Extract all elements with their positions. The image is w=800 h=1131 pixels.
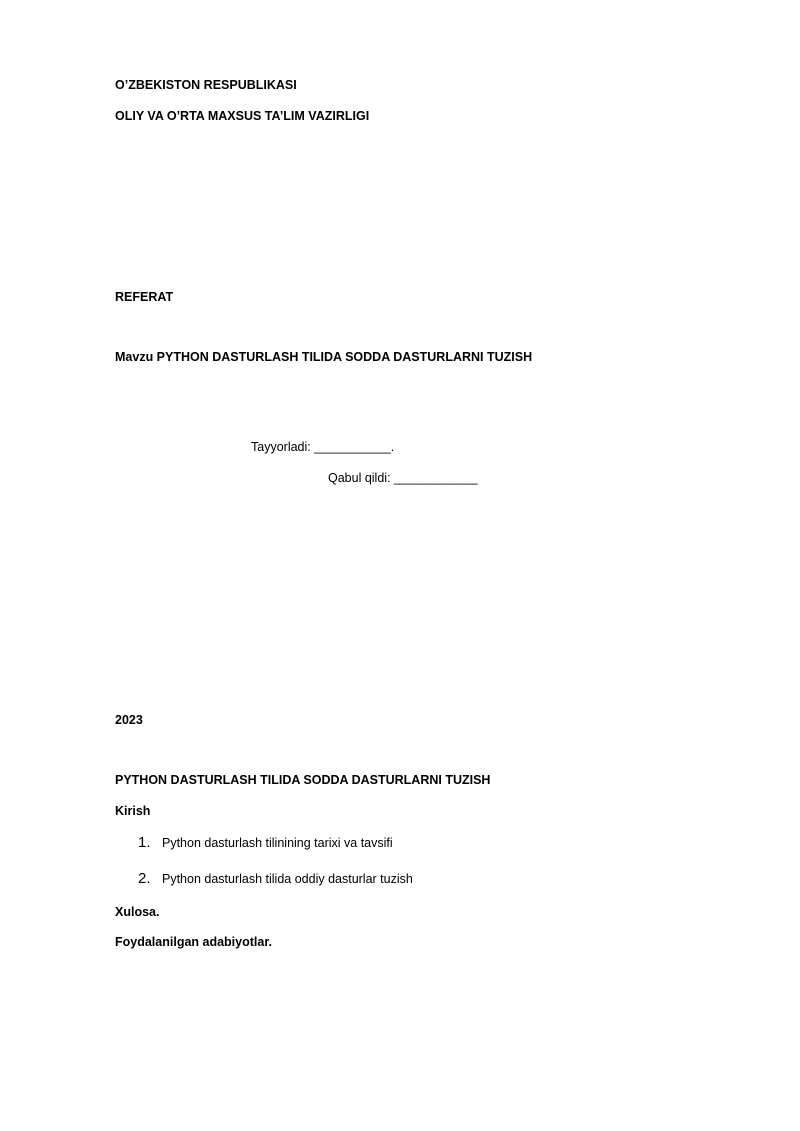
conclusion-label: Xulosa. xyxy=(115,905,160,919)
list-item xyxy=(138,870,413,888)
topic-line: Mavzu PYTHON DASTURLASH TILIDA SODDA DASTURLARNI TUZISH xyxy=(115,350,533,364)
contents-heading: PYTHON DASTURLASH TILIDA SODDA DASTURLARNI TUZISH xyxy=(115,773,491,787)
list-item-number: 2. xyxy=(138,870,151,887)
references-label: Foydalanilgan adabiyotlar. xyxy=(115,935,272,949)
list-item-number: 1. xyxy=(138,834,151,851)
list-item-text: Python dasturlash tilida oddiy dasturlar tuzish xyxy=(162,872,413,886)
prepared-by-line: Tayyorladi: ___________. xyxy=(251,440,395,454)
list-item-text: Python dasturlash tilinining tarixi va tavsifi xyxy=(162,836,393,850)
accepted-by-line: Qabul qildi: ____________ xyxy=(328,471,478,485)
intro-label: Kirish xyxy=(115,804,151,818)
country-heading: O’ZBEKISTON RESPUBLIKASI xyxy=(115,78,297,92)
ministry-heading: OLIY VA O’RTA MAXSUS TA’LIM VAZIRLIGI xyxy=(115,109,370,123)
year-label: 2023 xyxy=(115,713,143,727)
list-item xyxy=(138,834,393,852)
document-type-title: REFERAT xyxy=(115,290,174,304)
